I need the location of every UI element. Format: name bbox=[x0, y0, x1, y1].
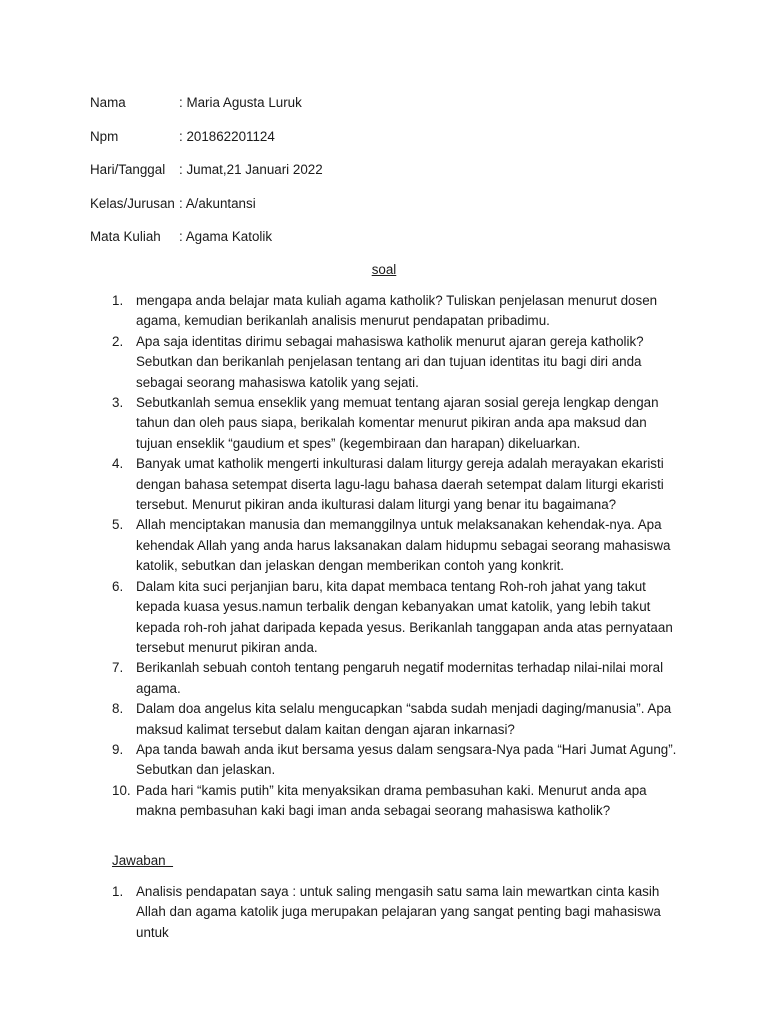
jawaban-heading: Jawaban bbox=[112, 853, 174, 868]
question-text: Allah menciptakan manusia dan memanggilnya untuk melaksanakan kehendak-nya. Apa kehendak Allah yang anda harus laksanakan dalam hidupmu sebagai seorang mahasiswa katolik, sebutkan dan jelaskan dengan memberikan contoh yang konkrit. bbox=[136, 517, 671, 574]
question-text: Berikanlah sebuah contoh tentang pengaruh negatif modernitas terhadap nilai-nilai moral agama. bbox=[136, 660, 664, 696]
soal-heading: soal bbox=[371, 262, 397, 277]
info-row-hari-tanggal bbox=[90, 160, 690, 194]
info-value: : A/akuntansi bbox=[179, 195, 256, 211]
question-item bbox=[90, 332, 690, 393]
question-text: Dalam doa angelus kita selalu mengucapkan “sabda sudah menjadi daging/manusia”. Apa maksud kalimat tersebut dalam kaitan dengan ajaran inkarnasi? bbox=[136, 701, 672, 737]
info-label: Kelas/Jurusan bbox=[90, 195, 175, 211]
question-text: mengapa anda belajar mata kuliah agama katholik? Tuliskan penjelasan menurut dosen agama, kemudian berikanlah analisis menurut pendapatan pribadimu. bbox=[136, 293, 658, 329]
info-value: : 201862201124 bbox=[179, 128, 275, 144]
question-number: 10. bbox=[112, 782, 131, 798]
question-number: 7. bbox=[112, 660, 124, 676]
question-item bbox=[90, 740, 690, 781]
question-item bbox=[90, 699, 690, 740]
question-item bbox=[90, 454, 690, 515]
info-label: Npm bbox=[90, 128, 119, 144]
info-value: : Maria Agusta Luruk bbox=[179, 95, 302, 110]
info-value: : Jumat,21 Januari 2022 bbox=[179, 162, 323, 177]
info-row-mata-kuliah bbox=[90, 227, 690, 261]
info-label: Mata Kuliah bbox=[90, 229, 161, 244]
question-item bbox=[90, 658, 690, 699]
question-number: 8. bbox=[112, 701, 124, 717]
info-label: Nama bbox=[90, 95, 126, 110]
question-item bbox=[90, 577, 690, 659]
question-text: Sebutkanlah semua enseklik yang memuat tentang ajaran sosial gereja lengkap dengan tahun dan oleh paus siapa, berikalah komentar menurut pikiran anda apa maksud dan tujuan enseklik “gaudium et spes” (kegembiraan dan harapan) dikeluarkan. bbox=[136, 395, 659, 451]
answer-list bbox=[90, 882, 690, 943]
question-text: Pada hari “kamis putih” kita menyaksikan drama pembasuhan kaki. Menurut anda apa makna pembasuhan kaki bagi iman anda sebagai seorang mahasiswa katholik? bbox=[136, 782, 647, 819]
question-item bbox=[90, 781, 690, 822]
answer-item bbox=[90, 882, 690, 943]
question-number: 6. bbox=[112, 578, 124, 594]
question-item bbox=[90, 393, 690, 454]
info-value: : Agama Katolik bbox=[179, 229, 273, 244]
info-row-nama bbox=[90, 93, 690, 127]
question-item bbox=[90, 291, 690, 332]
question-number: 2. bbox=[112, 333, 124, 349]
answer-text: Analisis pendapatan saya : untuk saling mengasih satu sama lain mewartkan cinta kasih Allah dan agama katolik juga merupakan pelajaran yang sangat penting bagi mahasiswa untuk bbox=[136, 884, 661, 940]
answer-number: 1. bbox=[112, 884, 124, 899]
question-item bbox=[90, 515, 690, 576]
question-text: Apa saja identitas dirimu sebagai mahasiswa katholik menurut ajaran gereja katholik? Sebutkan dan berikanlah penjelasan tentang ari dan tujuan identitas itu bagi diri anda sebagai seorang mahasiswa katolik yang sejati. bbox=[136, 333, 644, 390]
question-text: Dalam kita suci perjanjian baru, kita dapat membaca tentang Roh-roh jahat yang takut kepada kuasa yesus.namun terbalik dengan kebanyakan umat katolik, yang lebih takut kepada roh-roh jahat daripada kepada yesus. Berikanlah tanggapan anda atas pernyataan tersebut menurut pikiran anda. bbox=[136, 578, 673, 655]
question-list bbox=[90, 291, 690, 822]
student-info bbox=[90, 93, 690, 261]
question-text: Apa tanda bawah anda ikut bersama yesus dalam sengsara-Nya pada “Hari Jumat Agung”. Sebutkan dan jelaskan. bbox=[136, 741, 677, 778]
info-row-kelas-jurusan bbox=[90, 194, 690, 228]
question-number: 3. bbox=[112, 395, 124, 411]
info-label: Hari/Tanggal bbox=[90, 162, 166, 177]
question-number: 4. bbox=[112, 456, 124, 472]
question-number: 5. bbox=[112, 517, 124, 533]
info-row-npm bbox=[90, 127, 690, 161]
question-number: 9. bbox=[112, 741, 124, 757]
question-text: Banyak umat katholik mengerti inkulturasi dalam liturgy gereja adalah merayakan ekaristi dengan bahasa setempat diserta lagu-lagu bahasa daerah setempat dalam liturgi ekaristi tersebut. Menurut pikiran anda ikulturasi dalam liturgi yang benar itu bagaimana? bbox=[136, 456, 664, 513]
question-number: 1. bbox=[112, 293, 124, 308]
